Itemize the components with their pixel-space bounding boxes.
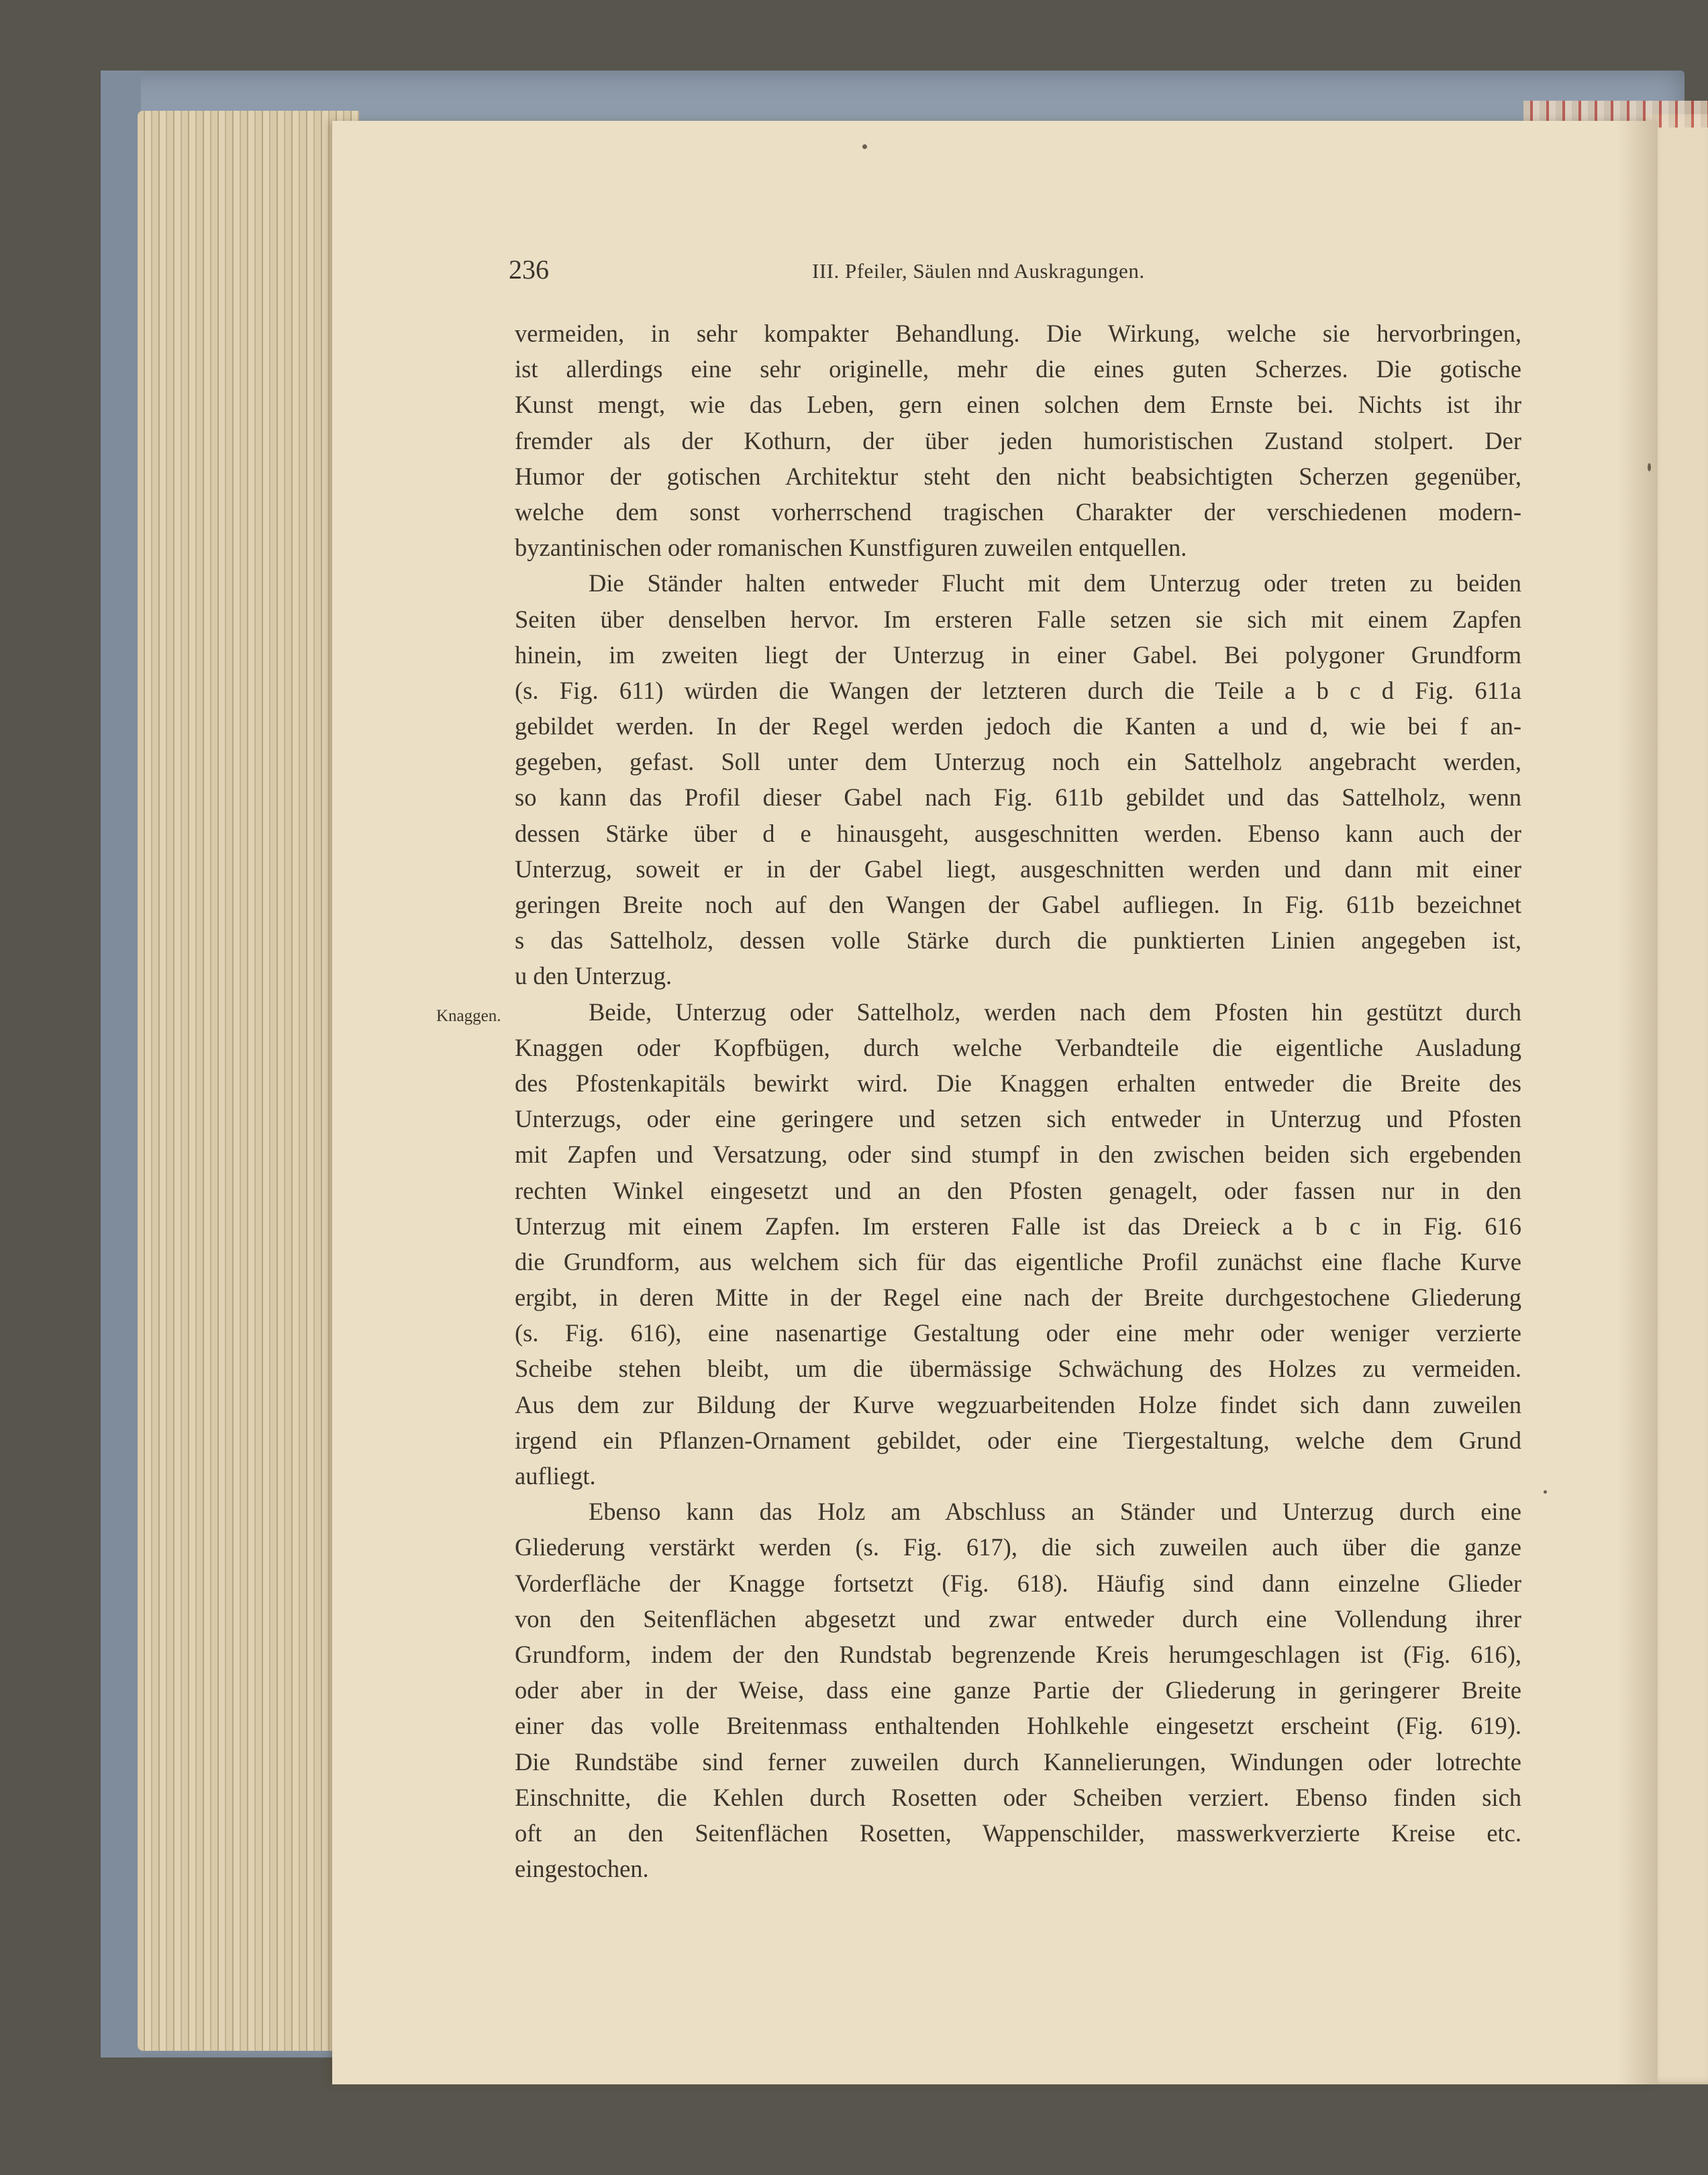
text-line: Vorderfläche der Knagge fortsetzt (Fig. 618). Häufig sind dann einzelne Glieder	[515, 1569, 1521, 1597]
text-line: gegeben, gefast. Soll unter dem Unterzug noch ein Sattelholz angebracht werden,	[515, 748, 1521, 776]
text-line: Knaggen oder Kopfbügen, durch welche Verbandteile die eigentliche Ausladung	[515, 1033, 1521, 1061]
text-line: Seiten über denselben hervor. Im ersteren Falle setzen sie sich mit einem Zapfen	[515, 605, 1521, 633]
text-line: von den Seitenflächen abgesetzt und zwar entweder durch eine Vollendung ihrer	[515, 1604, 1521, 1633]
text-line: Beide, Unterzug oder Sattelholz, werden nach dem Pfosten hin gestützt durch	[589, 998, 1521, 1026]
book-cover-edge	[101, 70, 141, 2058]
text-line: so kann das Profil dieser Gabel nach Fig. 611b gebildet und das Sattelholz, wenn	[515, 783, 1521, 812]
text-line: Kunst mengt, wie das Leben, gern einen solchen dem Ernste bei. Nichts ist ihr	[515, 391, 1521, 419]
text-line: aufliegt.	[515, 1462, 596, 1490]
text-line: Unterzug, soweit er in der Gabel liegt, ausgeschnitten werden und dann mit einer	[515, 855, 1521, 883]
text-line: Einschnitte, die Kehlen durch Rosetten oder Scheiben verziert. Ebenso finden sich	[515, 1783, 1521, 1811]
text-line: oder aber in der Weise, dass eine ganze Partie der Gliederung in geringerer Breite	[515, 1676, 1521, 1704]
text-line: geringen Breite noch auf den Wangen der Gabel aufliegen. In Fig. 611b bezeichnet	[515, 891, 1521, 918]
text-line: Die Rundstäbe sind ferner zuweilen durch Kannelierungen, Windungen oder lotrechte	[515, 1747, 1521, 1776]
text-line: oft an den Seitenflächen Rosetten, Wappenschilder, masswerkverzierte Kreise etc.	[515, 1819, 1521, 1847]
margin-note: Knaggen.	[436, 1007, 501, 1025]
text-line: einer das volle Breitenmass enthaltenden Hohlkehle eingesetzt erscheint (Fig. 619).	[515, 1712, 1521, 1740]
text-line: gebildet werden. In der Regel werden jedoch die Kanten a und d, wie bei f an-	[515, 712, 1521, 740]
text-line: fremder als der Kothurn, der über jeden humoristischen Zustand stolpert. Der	[515, 426, 1521, 454]
text-line: Humor der gotischen Architektur steht den nicht beabsichtigten Scherzen gegenüber,	[515, 462, 1521, 490]
text-line: Grundform, indem der den Rundstab begrenzende Kreis herumgeschlagen ist (Fig. 616),	[515, 1640, 1521, 1668]
text-line: Unterzugs, oder eine geringere und setzen sich entweder in Unterzug und Pfosten	[515, 1105, 1521, 1133]
page-edges	[138, 111, 359, 2051]
text-line: Die Ständer halten entweder Flucht mit dem Unterzug oder treten zu beiden	[589, 569, 1521, 597]
section-title: III. Pfeiler, Säulen nnd Auskragungen.	[812, 259, 1145, 283]
running-head	[509, 254, 1509, 287]
text-line: Ebenso kann das Holz am Abschluss an Ständer und Unterzug durch eine	[589, 1498, 1521, 1526]
ink-speck	[862, 144, 867, 149]
text-line: Scheibe stehen bleibt, um die übermässige Schwächung des Holzes zu vermeiden.	[515, 1355, 1521, 1383]
text-line: Aus dem zur Bildung der Kurve wegzuarbeitenden Holze findet sich dann zuweilen	[515, 1390, 1521, 1418]
text-line: u den Unterzug.	[515, 962, 672, 990]
text-line: irgend ein Pflanzen-Ornament gebildet, oder eine Tiergestaltung, welche dem Grund	[515, 1426, 1521, 1454]
ink-speck	[1648, 463, 1651, 471]
text-line: (s. Fig. 616), eine nasenartige Gestaltung oder eine mehr oder weniger verzierte	[515, 1319, 1521, 1347]
text-line: s das Sattelholz, dessen volle Stärke durch die punktierten Linien angegeben ist,	[515, 926, 1521, 955]
text-line: vermeiden, in sehr kompakter Behandlung. Die Wirkung, welche sie hervorbringen,	[515, 320, 1521, 347]
text-line: byzantinischen oder romanischen Kunstfiguren zuweilen entquellen.	[515, 534, 1187, 562]
body-text	[515, 316, 1521, 1886]
text-line: dessen Stärke über d e hinausgeht, ausgeschnitten werden. Ebenso kann auch der	[515, 819, 1521, 847]
text-line: (s. Fig. 611) würden die Wangen der letzteren durch die Teile a b c d Fig. 611a	[515, 676, 1521, 704]
ink-speck	[1544, 1490, 1547, 1494]
text-line: die Grundform, aus welchem sich für das eigentliche Profil zunächst eine flache Kurve	[515, 1247, 1521, 1275]
text-line: welche dem sonst vorherrschend tragischen Charakter der verschiedenen modern-	[515, 497, 1521, 526]
text-line: ist allerdings eine sehr originelle, mehr die eines guten Scherzes. Die gotische	[515, 355, 1521, 383]
page-number: 236	[509, 254, 549, 285]
text-line: hinein, im zweiten liegt der Unterzug in einer Gabel. Bei polygoner Grundform	[515, 640, 1521, 669]
text-line: Gliederung verstärkt werden (s. Fig. 617), die sich zuweilen auch über die ganze	[515, 1533, 1521, 1561]
text-line: ergibt, in deren Mitte in der Regel eine nach der Breite durchgestochene Gliederung	[515, 1284, 1521, 1312]
text-line: Unterzug mit einem Zapfen. Im ersteren Falle ist das Dreieck a b c in Fig. 616	[515, 1212, 1521, 1240]
text-line: rechten Winkel eingesetzt und an den Pfosten genagelt, oder fassen nur in den	[515, 1176, 1521, 1204]
text-line: mit Zapfen und Versatzung, oder sind stumpf in den zwischen beiden sich ergebenden	[515, 1141, 1521, 1169]
text-line: eingestochen.	[515, 1855, 649, 1883]
text-line: des Pfostenkapitäls bewirkt wird. Die Knaggen erhalten entweder die Breite des	[515, 1069, 1521, 1097]
